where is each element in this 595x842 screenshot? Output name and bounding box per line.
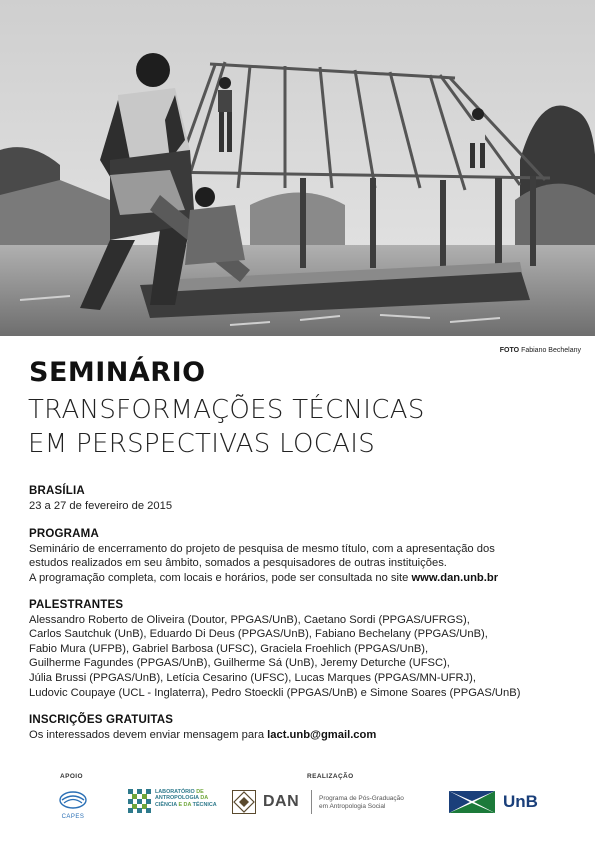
inscricoes-text-prefix: Os interessados devem enviar mensagem para (29, 728, 268, 741)
unb-text: UnB (503, 792, 538, 811)
apoio-label: APOIO (60, 773, 83, 780)
seminar-title: SEMINÁRIO (29, 357, 206, 388)
lab-logo (128, 789, 217, 815)
inscricoes-section (29, 713, 574, 742)
programa-line-2: estudos realizados em seu âmbito, somados a pesquisadores de outras instituições. (29, 557, 447, 570)
capes-logo (58, 790, 88, 820)
lab-line-3: CIÊNCIA (155, 801, 177, 808)
photo-credit-label: FOTO (499, 347, 520, 354)
dan-divider (311, 790, 312, 814)
programa-line-1: Seminário de encerramento do projeto de pesquisa de mesmo título, com a apresentação dos (29, 542, 495, 555)
programa-section (29, 527, 574, 585)
construction-photo-illustration (0, 0, 595, 336)
dan-emblem-icon (232, 790, 256, 814)
palestrantes-line: Carlos Sautchuk (UnB), Eduardo Di Deus (PPGAS/UnB), Fabiano Bechelany (PPGAS/UnB), (29, 628, 488, 641)
lab-de: DE (196, 789, 204, 795)
palestrantes-line: Alessandro Roberto de Oliveira (Doutor, PPGAS/UnB), Caetano Sordi (PPGAS/UFRGS), (29, 613, 470, 626)
subtitle-line-2: EM PERSPECTIVAS LOCAIS (28, 429, 376, 459)
location-section (29, 484, 574, 513)
palestrantes-heading: PALESTRANTES (29, 599, 124, 611)
photo-credit (500, 347, 581, 354)
palestrantes-line: Fabio Mura (UFPB), Gabriel Barbosa (UFSC), Graciela Froehlich (PPGAS/UnB), (29, 642, 429, 655)
lab-text (155, 789, 217, 808)
ppgas-line-1: Programa de Pós-Graduação (319, 795, 404, 802)
ppgas-line-2: em Antropologia Social (319, 803, 386, 810)
email-link[interactable]: lact.unb@gmail.com (267, 728, 377, 741)
dan-text: DAN (263, 793, 300, 810)
lab-pattern-icon (128, 789, 152, 813)
palestrantes-section (29, 598, 574, 700)
lab-da: DA (200, 795, 209, 802)
location-heading: BRASÍLIA (29, 485, 85, 497)
palestrantes-line: Guilherme Fagundes (PPGAS/UnB), Guilherme Sá (UnB), Jeremy Deturche (UFSC), (29, 657, 450, 670)
subtitle-line-1: TRANSFORMAÇÕES TÉCNICAS (28, 395, 425, 425)
unb-logo (449, 791, 544, 817)
programa-line-3 (29, 571, 574, 586)
palestrantes-line: Júlia Brussi (PPGAS/UnB), Letícia Cesarino (UFSC), Lucas Marques (PPGAS/MN-UFRJ), (29, 671, 476, 684)
ppgas-text (319, 795, 404, 811)
programa-heading: PROGRAMA (29, 528, 99, 540)
footer-logos (0, 770, 595, 842)
header-photo (0, 0, 595, 336)
inscricoes-text (29, 728, 574, 743)
unb-emblem-icon (449, 791, 495, 813)
lab-line-1: LABORATÓRIO (155, 789, 195, 795)
site-link[interactable]: www.dan.unb.br (411, 571, 499, 584)
palestrantes-line: Ludovic Coupaye (UCL - Inglaterra), Pedro Stoeckli (PPGAS/UnB) e Simone Soares (PPGAS/UnB) (29, 686, 521, 699)
dan-logo (232, 790, 432, 816)
capes-icon (58, 790, 88, 810)
seminar-subtitle (28, 393, 425, 461)
capes-text: CAPES (61, 814, 85, 820)
lab-line-2: ANTROPOLOGIA (155, 795, 199, 802)
photo-credit-name: Fabiano Bechelany (521, 347, 581, 354)
lab-e-da: E DA (178, 801, 192, 808)
realizacao-label: REALIZAÇÃO (307, 773, 354, 780)
location-dates: 23 a 27 de fevereiro de 2015 (29, 499, 173, 512)
programa-line-3-text: A programação completa, com locais e horários, pode ser consultada no site (29, 571, 412, 584)
lab-tecnica: TÉCNICA (192, 801, 217, 808)
inscricoes-heading: INSCRIÇÕES GRATUITAS (29, 714, 174, 726)
